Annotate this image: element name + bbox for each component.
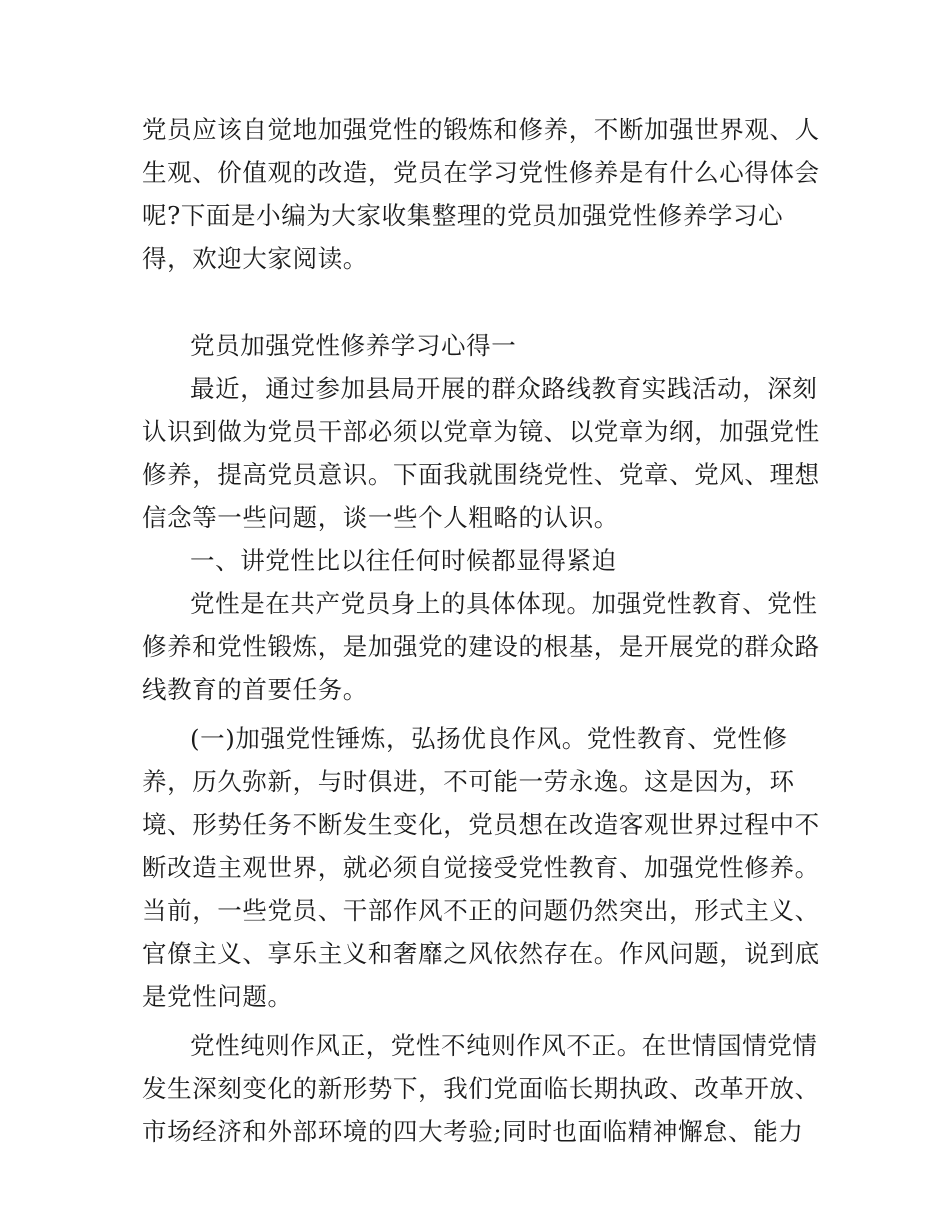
text-line: (一)加强党性锤炼，弘扬优良作风。党性教育、党性修 xyxy=(190,724,788,753)
paragraph-2 xyxy=(142,582,822,711)
text-line: 生观、价值观的改造，党员在学习党性修养是有什么心得体会 xyxy=(142,158,820,187)
text-line: 养，历久弥新，与时俱进，不可能一劳永逸。这是因为，环 xyxy=(142,767,795,796)
text-line: 认识到做为党员干部必须以党章为镜、以党章为纲，加强党性 xyxy=(142,417,820,446)
text-line: 境、形势任务不断发生变化，党员想在改造客观世界过程中不 xyxy=(142,810,820,839)
text-line: 党性是在共产党员身上的具体体现。加强党性教育、党性 xyxy=(190,589,818,618)
text-line: 党员应该自觉地加强党性的锻炼和修养，不断加强世界观、人 xyxy=(142,115,820,144)
text-line: 发生深刻变化的新形势下，我们党面临长期执政、改革开放、 xyxy=(142,1074,820,1103)
text-line: 最近，通过参加县局开展的群众路线教育实践活动，深刻 xyxy=(190,374,818,403)
text-line: 修养和党性锻炼，是加强党的建设的根基，是开展党的群众路 xyxy=(142,632,820,661)
text-line: 断改造主观世界，就必须自觉接受党性教育、加强党性修养。 xyxy=(142,853,820,882)
text-line: 得，欢迎大家阅读。 xyxy=(142,244,368,273)
section-title: 党员加强党性修养学习心得一 xyxy=(190,331,517,360)
text-line: 官僚主义、享乐主义和奢靡之风依然存在。作风问题，说到底 xyxy=(142,939,820,968)
text-line: 信念等一些问题，谈一些个人粗略的认识。 xyxy=(142,503,619,532)
intro-paragraph xyxy=(142,108,822,280)
text-line: 市场经济和外部环境的四大考验;同时也面临精神懈怠、能力 xyxy=(142,1117,804,1146)
paragraph-3 xyxy=(142,717,822,1018)
text-line: 呢?下面是小编为大家收集整理的党员加强党性修养学习心 xyxy=(142,201,784,230)
text-line: 党性纯则作风正，党性不纯则作风不正。在世情国情党情 xyxy=(190,1031,818,1060)
text-line: 线教育的首要任务。 xyxy=(142,675,368,704)
document-page xyxy=(142,108,822,1153)
text-line: 当前，一些党员、干部作风不正的问题仍然突出，形式主义、 xyxy=(142,896,820,925)
text-line: 修养，提高党员意识。下面我就围绕党性、党章、党风、理想 xyxy=(142,460,820,489)
paragraph-1 xyxy=(142,367,822,539)
paragraph-4 xyxy=(142,1024,822,1153)
text-line: 是党性问题。 xyxy=(142,982,293,1011)
heading-1: 一、讲党性比以往任何时候都显得紧迫 xyxy=(190,546,617,575)
paragraph-gap xyxy=(142,280,822,324)
